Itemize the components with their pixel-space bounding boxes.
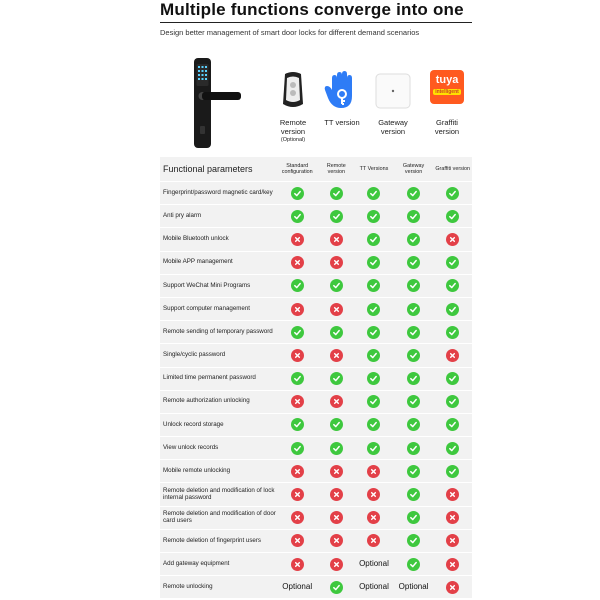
cell-unsupported [433, 553, 472, 575]
check-icon [367, 395, 380, 408]
cell-supported [354, 368, 394, 390]
cross-icon [446, 558, 459, 571]
check-icon [446, 303, 459, 316]
cross-icon [291, 256, 304, 269]
cell-unsupported [276, 530, 319, 552]
cell-text [276, 576, 319, 598]
table-row [160, 460, 472, 482]
cell-supported [354, 275, 394, 297]
table-row [160, 205, 472, 227]
table-row [160, 228, 472, 250]
cell-supported [276, 182, 319, 204]
cell-supported [394, 344, 434, 366]
product-label-gateway: Gateway version [378, 118, 408, 136]
row-label: Support WeChat Mini Programs [163, 281, 251, 289]
cell-unsupported [276, 252, 319, 274]
check-icon [407, 442, 420, 455]
check-icon [367, 442, 380, 455]
row-label: Unlock record storage [163, 420, 224, 428]
table-row [160, 182, 472, 204]
check-icon [407, 256, 420, 269]
cell-supported [276, 368, 319, 390]
cell-supported [394, 391, 434, 413]
cell-supported [319, 576, 355, 598]
cell-unsupported [276, 344, 319, 366]
check-icon [407, 326, 420, 339]
cross-icon [446, 349, 459, 362]
cross-icon [291, 488, 304, 501]
cross-icon [330, 488, 343, 501]
row-label: Remote authorization unlocking [163, 397, 250, 405]
cell-supported [276, 275, 319, 297]
cell-supported [394, 368, 434, 390]
table-row [160, 437, 472, 459]
cross-icon [330, 511, 343, 524]
cross-icon [330, 256, 343, 269]
tuya-logo-text: tuya [435, 74, 459, 86]
cell-supported [394, 553, 434, 575]
check-icon [367, 187, 380, 200]
check-icon [446, 465, 459, 478]
cell-unsupported [354, 507, 394, 529]
product-label-graffiti: Graffiti version [434, 118, 460, 136]
header-param: Functional parameters [163, 163, 253, 174]
cross-icon [291, 349, 304, 362]
cell-unsupported [319, 252, 355, 274]
cell-supported [433, 460, 472, 482]
cell-supported [354, 414, 394, 436]
cell-unsupported [319, 553, 355, 575]
cross-icon [330, 558, 343, 571]
check-icon [291, 187, 304, 200]
gateway-device-image [374, 72, 412, 110]
cross-icon [446, 233, 459, 246]
table-header [160, 157, 472, 181]
cell-supported [433, 298, 472, 320]
cell-unsupported [276, 391, 319, 413]
cross-icon [291, 395, 304, 408]
table-row [160, 553, 472, 575]
check-icon [407, 210, 420, 223]
check-icon [367, 210, 380, 223]
cross-icon [291, 303, 304, 316]
table-row [160, 298, 472, 320]
header-col: Gateway version [402, 163, 425, 175]
cell-supported [394, 228, 434, 250]
cell-unsupported [276, 460, 319, 482]
table-row [160, 321, 472, 343]
check-icon [446, 326, 459, 339]
smart-lock-image [182, 56, 242, 150]
cell-supported [276, 205, 319, 227]
cell-text [354, 553, 394, 575]
tt-hand-key-icon [322, 70, 362, 110]
cell-supported [354, 205, 394, 227]
cell-unsupported [433, 228, 472, 250]
cell-supported [319, 182, 355, 204]
table-row [160, 252, 472, 274]
table-row [160, 507, 472, 529]
header-col: Standard configuration [281, 163, 313, 175]
check-icon [330, 210, 343, 223]
cross-icon [446, 511, 459, 524]
check-icon [407, 233, 420, 246]
check-icon [446, 210, 459, 223]
cell-supported [354, 228, 394, 250]
check-icon [367, 279, 380, 292]
check-icon [367, 349, 380, 362]
cell-supported [276, 321, 319, 343]
row-label: Support computer management [163, 304, 251, 312]
table-body [160, 182, 472, 598]
tuya-badge: intelligent [433, 89, 461, 95]
optional-text: Optional [359, 582, 389, 592]
row-label: Single/cyclic password [163, 351, 226, 359]
check-icon [367, 372, 380, 385]
cell-supported [394, 437, 434, 459]
cell-supported [394, 321, 434, 343]
row-label: Anti pry alarm [163, 211, 202, 219]
cell-supported [433, 275, 472, 297]
cross-icon [367, 465, 380, 478]
table-row [160, 275, 472, 297]
check-icon [446, 256, 459, 269]
cross-icon [367, 511, 380, 524]
row-label: Remote deletion and modification of lock internal password [163, 486, 275, 501]
cell-supported [394, 483, 434, 505]
check-icon [330, 418, 343, 431]
table-row [160, 414, 472, 436]
cell-supported [394, 275, 434, 297]
cell-supported [433, 205, 472, 227]
check-icon [446, 442, 459, 455]
cell-supported [433, 391, 472, 413]
check-icon [407, 395, 420, 408]
optional-text: Optional [359, 559, 389, 569]
cell-text [354, 576, 394, 598]
check-icon [330, 442, 343, 455]
cell-supported [433, 368, 472, 390]
cell-supported [394, 530, 434, 552]
cell-supported [433, 414, 472, 436]
cell-supported [319, 275, 355, 297]
cross-icon [367, 534, 380, 547]
table-row [160, 391, 472, 413]
cell-supported [394, 298, 434, 320]
check-icon [407, 418, 420, 431]
check-icon [407, 303, 420, 316]
cell-unsupported [319, 228, 355, 250]
check-icon [330, 326, 343, 339]
cross-icon [330, 233, 343, 246]
header-col: Remote version [326, 163, 346, 175]
cross-icon [367, 488, 380, 501]
cell-unsupported [319, 507, 355, 529]
cross-icon [291, 534, 304, 547]
cell-unsupported [433, 576, 472, 598]
check-icon [330, 279, 343, 292]
check-icon [291, 279, 304, 292]
check-icon [330, 187, 343, 200]
cell-supported [319, 414, 355, 436]
check-icon [407, 534, 420, 547]
cross-icon [446, 534, 459, 547]
cell-supported [319, 437, 355, 459]
row-label: Remote unlocking [163, 582, 213, 590]
row-label: View unlock records [163, 443, 219, 451]
product-images [160, 50, 472, 150]
row-label: Remote deletion and modification of door card users [163, 510, 276, 524]
row-label: Remote deletion of fingerprint users [163, 536, 262, 544]
check-icon [367, 326, 380, 339]
cell-supported [354, 321, 394, 343]
cell-supported [319, 205, 355, 227]
cell-supported [276, 414, 319, 436]
check-icon [407, 372, 420, 385]
cell-supported [394, 205, 434, 227]
cell-unsupported [433, 344, 472, 366]
cell-unsupported [276, 553, 319, 575]
cell-supported [394, 414, 434, 436]
header-col: Graffiti version [435, 166, 471, 172]
cell-unsupported [354, 483, 394, 505]
check-icon [291, 418, 304, 431]
cell-unsupported [276, 228, 319, 250]
cell-supported [433, 182, 472, 204]
row-label: Add gateway equipment [163, 559, 230, 567]
cell-unsupported [354, 530, 394, 552]
page-subtitle: Design better management of smart door locks for different demand scenarios [160, 28, 420, 37]
page-title: Multiple functions converge into one [160, 0, 472, 23]
row-label: Remote sending of temporary password [163, 327, 273, 335]
cell-supported [354, 391, 394, 413]
cell-text [394, 576, 434, 598]
check-icon [291, 372, 304, 385]
check-icon [407, 349, 420, 362]
cell-unsupported [276, 483, 319, 505]
check-icon [446, 187, 459, 200]
tuya-logo [430, 70, 464, 104]
check-icon [407, 511, 420, 524]
row-label: Mobile APP management [163, 258, 233, 266]
cross-icon [330, 534, 343, 547]
cross-icon [330, 349, 343, 362]
check-icon [407, 187, 420, 200]
cross-icon [291, 233, 304, 246]
row-label: Mobile Bluetooth unlock [163, 235, 229, 243]
cell-supported [276, 437, 319, 459]
table-row [160, 483, 472, 505]
cell-unsupported [276, 298, 319, 320]
table-row [160, 368, 472, 390]
remote-control-image [273, 70, 313, 110]
cell-supported [319, 368, 355, 390]
check-icon [407, 558, 420, 571]
check-icon [407, 279, 420, 292]
check-icon [407, 488, 420, 501]
check-icon [446, 279, 459, 292]
optional-text: Optional [282, 582, 313, 592]
check-icon [291, 442, 304, 455]
cell-unsupported [319, 483, 355, 505]
optional-text: Optional [398, 582, 429, 592]
cell-supported [394, 252, 434, 274]
cell-supported [433, 321, 472, 343]
cell-supported [433, 437, 472, 459]
check-icon [367, 233, 380, 246]
check-icon [367, 418, 380, 431]
check-icon [291, 210, 304, 223]
cell-supported [354, 252, 394, 274]
row-label: Limited time permanent password [163, 374, 256, 382]
cell-unsupported [319, 460, 355, 482]
product-label-remote: Remote version (Optional) [279, 118, 307, 143]
check-icon [330, 581, 343, 594]
check-icon [446, 395, 459, 408]
cross-icon [291, 558, 304, 571]
cross-icon [291, 511, 304, 524]
row-label: Mobile remote unlocking [163, 467, 231, 475]
cross-icon [446, 488, 459, 501]
check-icon [367, 303, 380, 316]
cell-supported [319, 321, 355, 343]
table-row [160, 344, 472, 366]
cross-icon [330, 303, 343, 316]
cell-unsupported [319, 391, 355, 413]
check-icon [367, 256, 380, 269]
cell-supported [354, 344, 394, 366]
cell-unsupported [433, 507, 472, 529]
cell-supported [354, 182, 394, 204]
cell-supported [354, 437, 394, 459]
table-row [160, 576, 472, 598]
cross-icon [291, 465, 304, 478]
cell-supported [394, 460, 434, 482]
cross-icon [330, 465, 343, 478]
check-icon [291, 326, 304, 339]
check-icon [446, 372, 459, 385]
row-label: Fingerprint/password magnetic card/key [163, 188, 273, 196]
cross-icon [446, 581, 459, 594]
cell-unsupported [276, 507, 319, 529]
cell-unsupported [319, 298, 355, 320]
cell-supported [433, 252, 472, 274]
cross-icon [330, 395, 343, 408]
cell-unsupported [433, 530, 472, 552]
cell-supported [394, 182, 434, 204]
cell-unsupported [433, 483, 472, 505]
cell-unsupported [319, 530, 355, 552]
comparison-table [160, 157, 472, 599]
cell-unsupported [354, 460, 394, 482]
header-col: TT Versions [359, 166, 389, 172]
cell-supported [394, 507, 434, 529]
cell-unsupported [319, 344, 355, 366]
check-icon [330, 372, 343, 385]
check-icon [407, 465, 420, 478]
table-row [160, 530, 472, 552]
cell-supported [354, 298, 394, 320]
product-label-tt: TT version [324, 118, 360, 127]
check-icon [446, 418, 459, 431]
